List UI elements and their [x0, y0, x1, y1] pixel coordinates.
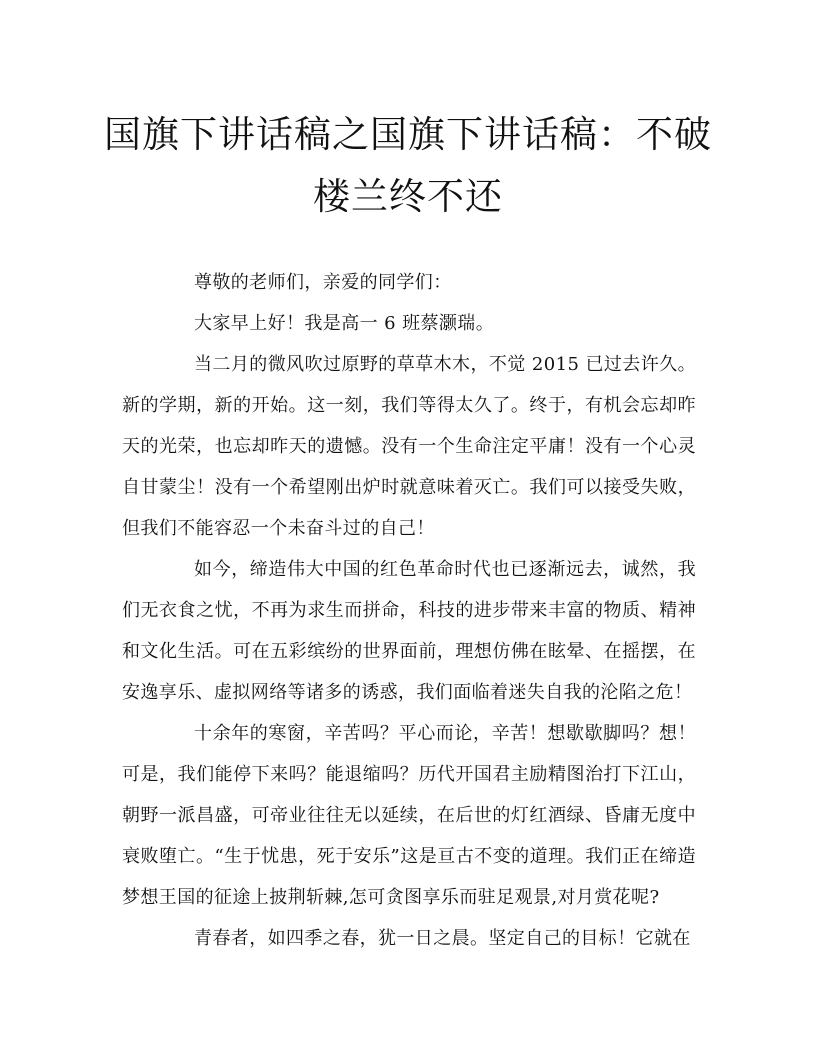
- greeting-paragraph: 大家早上好！我是高一 6 班蔡灏瑞。: [194, 313, 495, 334]
- document-body: [122, 262, 696, 959]
- body-paragraph: 青春者，如四季之春，犹一日之晨。坚定自己的目标！它就在: [194, 928, 691, 949]
- salutation-paragraph: 尊敬的老师们，亲爱的同学们：: [194, 272, 452, 293]
- body-paragraph: 十余年的寒窗，辛苦吗？平心而论，辛苦！想歇歇脚吗？想！可是，我们能停下来吗？能退缩吗？历代开国君主励精图治打下江山，朝野一派昌盛，可帝业往往无以延续，在后世的灯红酒绿、昏庸无度中衰败堕亡。“生于忧患，死于安乐”这是亘古不变的道理。我们正在缔造梦想王国的征途上披荆斩棘,怎可贪图享乐而驻足观景,对月赏花呢?: [122, 723, 696, 908]
- body-paragraph: 当二月的微风吹过原野的草草木木，不觉 2015 已过去许久。新的学期，新的开始。这一刻，我们等得太久了。终于，有机会忘却昨天的光荣，也忘却昨天的遗憾。没有一个生命注定平庸！没有一个心灵自甘蒙尘！没有一个希望刚出炉时就意味着灭亡。我们可以接受失败，但我们不能容忍一个未奋斗过的自己！: [122, 354, 696, 539]
- document-title: 国旗下讲话稿之国旗下讲话稿：不破楼兰终不还: [104, 113, 712, 218]
- body-paragraph: 如今，缔造伟大中国的红色革命时代也已逐渐远去，诚然，我们无衣食之忧，不再为求生而拼命，科技的进步带来丰富的物质、精神和文化生活。可在五彩缤纷的世界面前，理想仿佛在眩晕、在摇摆，在安逸享乐、虚拟网络等诸多的诱惑，我们面临着迷失自我的沦陷之危！: [122, 559, 696, 703]
